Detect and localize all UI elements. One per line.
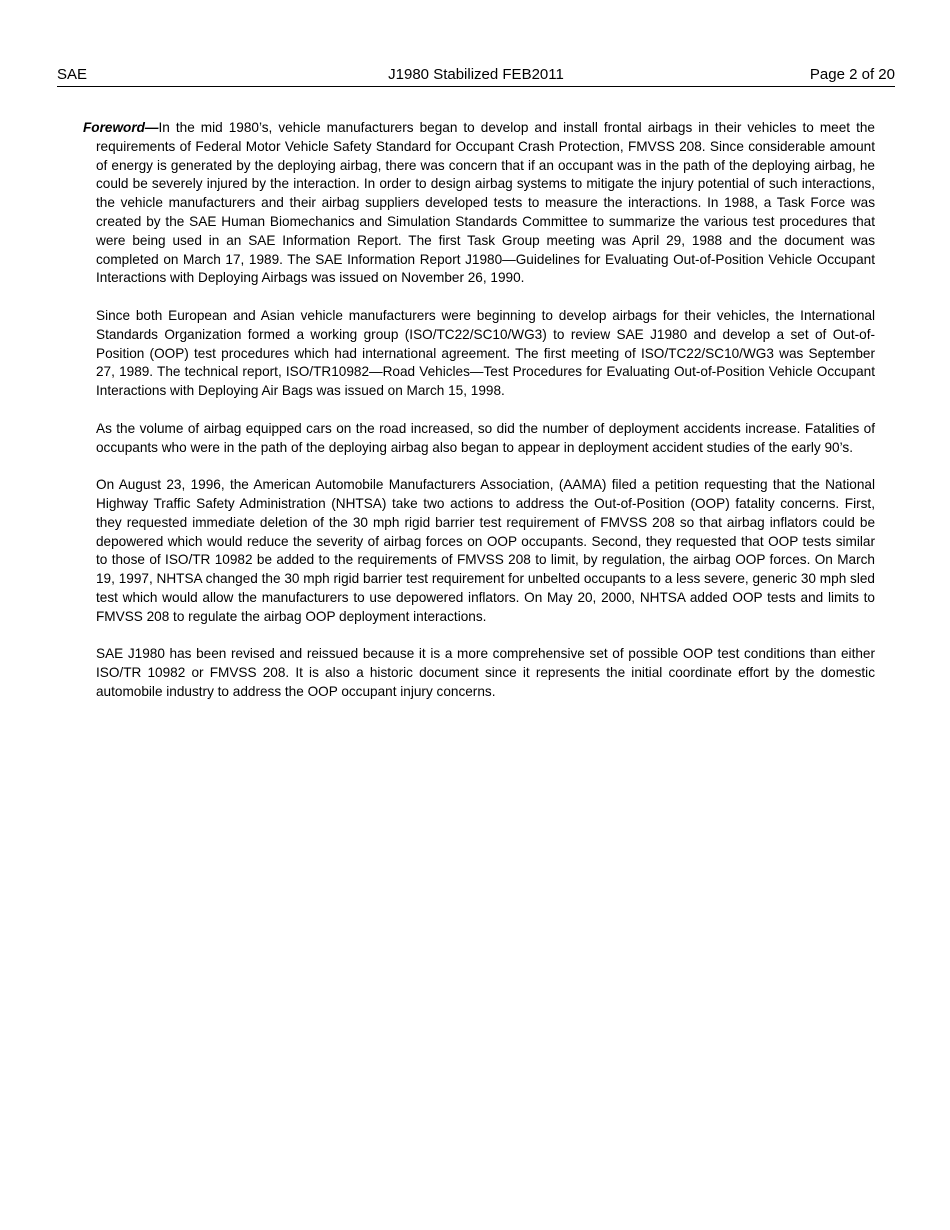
page-header [57, 66, 895, 87]
header-organization: SAE [57, 66, 88, 83]
paragraph-revision-summary: SAE J1980 has been revised and reissued because it is a more comprehensive set of possible OOP test conditions than either ISO/TR 10982 or FMVSS 208. It is also a historic document since it represents the initial coordinate effort by the domestic automobile industry to address the OOP occupant injury concerns. [96, 646, 875, 699]
document-body [83, 119, 875, 721]
paragraph-iso-working-group: Since both European and Asian vehicle manufacturers were beginning to develop airbags for their vehicles, the International Standards Organization formed a working group (ISO/TC22/SC10/WG3) to review SAE J1980 and develop a set of Out-of-Position (OOP) test procedures which had international agreement. The first meeting of ISO/TC22/SC10/WG3 was September 27, 1989. The technical report, ISO/TR10982—Road Vehicles—Test Procedures for Evaluating Out-of-Position Vehicle Occupant Interactions with Deploying Air Bags was issued on March 15, 1998. [96, 307, 875, 399]
foreword-text: In the mid 1980’s, vehicle manufacturers began to develop and install frontal airbags in their vehicles to meet the requirements of Federal Motor Vehicle Safety Standard for Occupant Crash Protection, FMVSS 208. Since considerable amount of energy is generated by the deploying airbag, there was concern that if an occupant was in the path of the deploying airbag, he could be severely injured by the interaction. In order to design airbag systems to mitigate the injury potential of such interactions, the vehicle manufacturers and their airbag suppliers developed tests to measure the interactions. In 1988, a Task Force was created by the SAE Human Biomechanics and Simulation Standards Committee to summarize the various test procedures that were being used in an SAE Information Report. The first Task Group meeting was April 29, 1988 and the document was completed on March 17, 1989. The SAE Information Report J1980—Guidelines for Evaluating Out-of-Position Vehicle Occupant Interactions with Deploying Airbags was issued on November 26, 1990. [96, 120, 875, 286]
foreword-label: Foreword— [83, 120, 159, 135]
foreword-paragraph [83, 119, 875, 288]
paragraph-deployment-accidents: As the volume of airbag equipped cars on the road increased, so did the number of deployment accidents increase. Fatalities of occupants who were in the path of the deploying airbag also began to appear in deployment accident studies of the early 90’s. [96, 420, 875, 455]
header-page-number: Page 2 of 20 [809, 66, 895, 83]
paragraph-aama-petition: On August 23, 1996, the American Automobile Manufacturers Association, (AAMA) filed a petition requesting that the National Highway Traffic Safety Administration (NHTSA) take two actions to address the Out-of-Position (OOP) fatality concerns. First, they requested immediate deletion of the 30 mph rigid barrier test requirement of FMVSS 208 so that airbag inflators could be depowered which would reduce the severity of airbag forces on OOP occupants. Second, they requested that OOP tests similar to those of ISO/TR 10982 be added to the requirements of FMVSS 208 to limit, by regulation, the airbag OOP forces. On March 19, 1997, NHTSA changed the 30 mph rigid barrier test requirement for unbelted occupants to a less severe, generic 30 mph sled test which would allow the manufacturers to use depowered inflators. On May 20, 2000, NHTSA added OOP tests and limits to FMVSS 208 to regulate the airbag OOP deployment interactions. [96, 477, 875, 624]
header-document-title: J1980 Stabilized FEB2011 [388, 66, 564, 83]
